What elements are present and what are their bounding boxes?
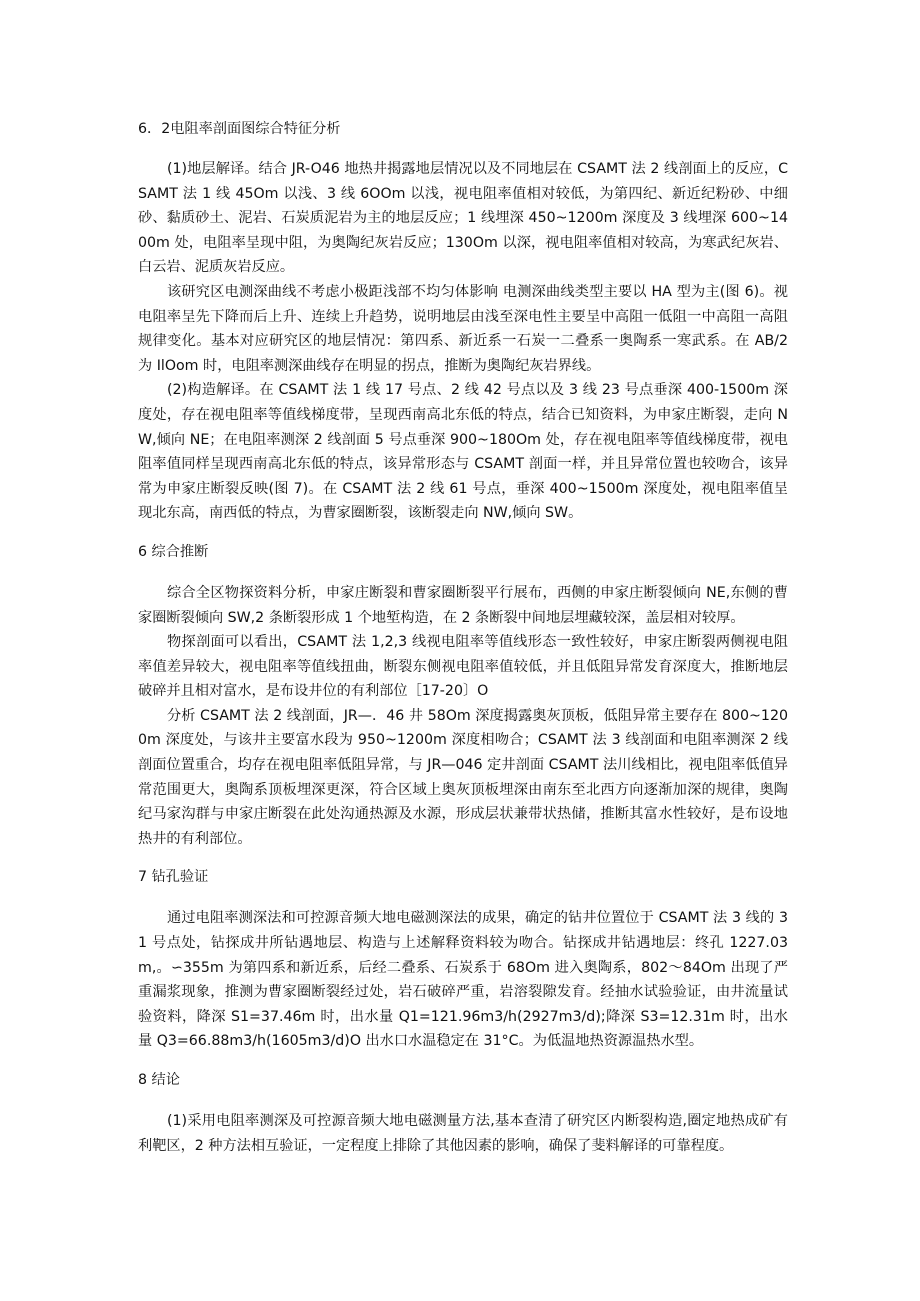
paragraph-profile-observation: 物探剖面可以看出，CSAMT 法 1,2,3 线视电阻率等值线形态一致性较好，申家庄断裂两侧视电阻率值差异较大，视电阻率等值线扭曲，断裂东侧视电阻率值较低，并且低阻异常发育深度大，推断地层破碎并且相对富水，是布设井位的有利部位［17-20〕O — [138, 634, 788, 700]
paragraph-overall-analysis: 综合全区物探资料分析，申家庄断裂和曹家圈断裂平行展布，西侧的申家庄断裂倾向 NE,东侧的曹家圈断裂倾向 SW,2 条断裂形成 1 个地堑构造，在 2 条断裂中间地层埋藏较深，盖层相对较厚。 — [138, 584, 788, 626]
paragraph-sounding-curve: 该研究区电测深曲线不考虑小极距浅部不均匀体影响 电测深曲线类型主要以 HA 型为主(图 6)。视电阻率呈先下降而后上升、连续上升趋势，说明地层由浅至深电性主要呈中高阻一低阻一中高阻一高阻规律变化。基本对应研究区的地层情况：第四系、新近系一石炭一二叠系一奥陶系一寒武系。在 AB/2 为 IlOom 时，电阻率测深曲线存在明显的拐点，推断为奥陶纪灰岩界线。 — [138, 283, 788, 374]
document-body — [138, 117, 788, 1158]
section-heading-6: 6 综合推断 — [138, 543, 209, 560]
paragraph-line2-analysis: 分析 CSAMT 法 2 线剖面，JR—．46 井 58Om 深度揭露奥灰顶板，低阻异常主要存在 800~1200m 深度处，与该井主要富水段为 950~1200m 深度相吻合；CSAMT 法 3 线剖面和电阻率测深 2 线剖面位置重合，均存在视电阻率低阻异常，与 JR—046 定井剖面 CSAMT 法川线相比，视电阻率低值异常范围更大，奥陶系顶板埋深更深，符合区域上奥灰顶板埋深由南东至北西方向逐渐加深的规律，奥陶纪马家沟群与申家庄断裂在此处沟通热源及水源，形成层状兼带状热储，推断其富水性较好，是布设地热井的有利部位。 — [138, 707, 788, 847]
section-heading-8: 8 结论 — [138, 1072, 180, 1088]
paragraph-structure-interpretation: (2)构造解译。在 CSAMT 法 1 线 17 号点、2 线 42 号点以及 3 线 23 号点垂深 400-1500m 深度处，存在视电阻率等值线梯度带，呈现西南高北东低的特点，结合已知资料，为申家庄断裂，走向 NW,倾向 NE；在电阻率测深 2 线剖面 5 号点垂深 900~180Om 处，存在视电阻率等值线梯度带，视电阻率值同样呈现西南高北东低的特点，该异常形态与 CSAMT 剖面一样，并且异常位置也较吻合，该异常为申家庄断裂反映(图 7)。在 CSAMT 法 2 线 61 号点，垂深 400~1500m 深度处，视电阻率值呈现北东高，南西低的特点，为曹家圈断裂，该断裂走向 NW,倾向 SW。 — [138, 382, 788, 522]
paragraph-stratum-interpretation: (1)地层解译。结合 JR-O46 地热井揭露地层情况以及不同地层在 CSAMT 法 2 线剖面上的反应，CSAMT 法 1 线 45Om 以浅、3 线 6OOm 以浅，视电阻率值相对较低，为第四纪、新近纪粉砂、中细砂、黏质砂土、泥岩、石炭质泥岩为主的地层反应；1 线埋深 450~1200m 深度及 3 线埋深 600~1400m 处，电阻率呈现中阻，为奥陶纪灰岩反应；130Om 以深，视电阻率值相对较高，为寒武纪灰岩、白云岩、泥质灰岩反应。 — [138, 161, 788, 276]
paragraph-drilling-verification: 通过电阻率测深法和可控源音频大地电磁测深法的成果，确定的钻井位置位于 CSAMT 法 3 线的 31 号点处，钻探成井所钻遇地层、构造与上述解释资料较为吻合。钻探成井钻遇地层：终孔 1227.03m,。∽355m 为第四系和新近系，后经二叠系、石炭系于 68Om 进入奥陶系，802～84Om 出现了严重漏浆现象，推测为曹家圈断裂经过处，岩石破碎严重，岩溶裂隙发育。经抽水试验验证，由井流量试验资料，降深 S1=37.46m 时，出水量 Q1=121.96m3∕h(2927m3∕d);降深 S3=12.31m 时，出水量 Q3=66.88m3/h(1605m3/d)O 出水口水温稳定在 31°C。为低温地热资源温热水型。 — [138, 910, 788, 1050]
paragraph-conclusion-1: (1)采用电阻率测深及可控源音频大地电磁测量方法,基本查清了研究区内断裂构造,圈定地热成矿有利靶区，2 种方法相互验证，一定程度上排除了其他因素的影响，确保了斐料解译的可靠程度。 — [138, 1113, 788, 1154]
section-heading-7: 7 钻孔验证 — [138, 869, 209, 886]
section-heading-6-2: 6．2电阻率剖面图综合特征分析 — [138, 121, 341, 137]
